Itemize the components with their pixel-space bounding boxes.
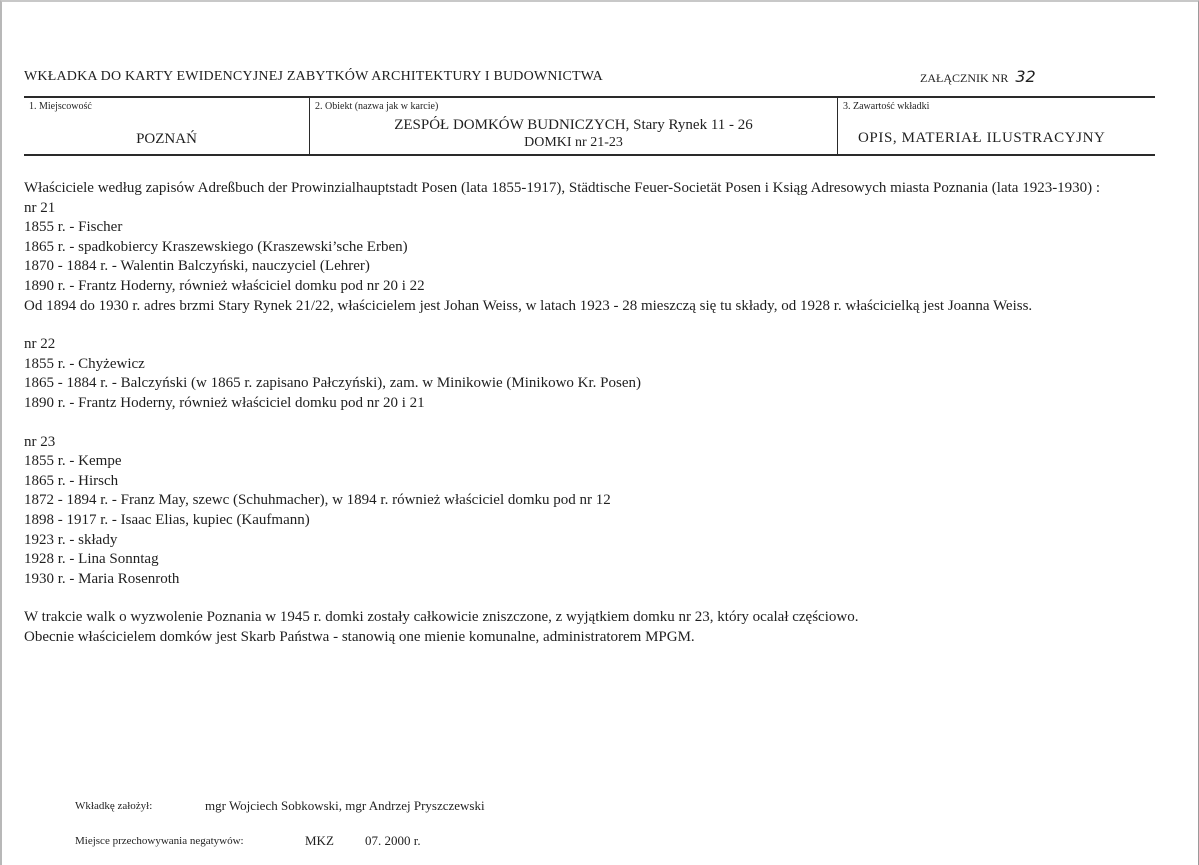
- locality-value: POZNAŃ: [136, 131, 197, 147]
- spacer: [24, 316, 1159, 335]
- owner-line: 1928 r. - Lina Sonntag: [24, 551, 159, 568]
- locality-label: 1. Miejscowość: [29, 101, 92, 112]
- attachment-number: [920, 67, 1036, 86]
- closing-line: Obecnie właścicielem domków jest Skarb Państwa - stanowią one mienie komunalne, administratorem MPGM.: [24, 628, 695, 645]
- object-label: 2. Obiekt (nazwa jak w karcie): [315, 101, 439, 112]
- contents-value: OPIS, MATERIAŁ ILUSTRACYJNY: [858, 130, 1106, 146]
- owner-line: 1865 r. - Hirsch: [24, 472, 119, 489]
- spacer: [24, 414, 1159, 433]
- founded-by: [75, 798, 485, 813]
- house-23-heading: nr 23: [24, 433, 56, 450]
- negative-storage: [75, 833, 421, 848]
- house-21-heading: nr 21: [24, 199, 56, 216]
- founded-label: Wkładkę założył:: [75, 800, 153, 812]
- house-22-heading: nr 22: [24, 336, 56, 353]
- header-fields: [24, 96, 1155, 156]
- owner-line: 1890 r. - Frantz Hoderny, również właściciel domku pod nr 20 i 21: [24, 394, 425, 411]
- founded-value: mgr Wojciech Sobkowski, mgr Andrzej Pryszczewski: [205, 798, 485, 813]
- closing-line: W trakcie walk o wyzwolenie Poznania w 1945 r. domki zostały całkowicie zniszczone, z wyjątkiem domku nr 23, który ocalał częściowo.: [24, 609, 859, 626]
- storage-value: MKZ: [305, 833, 334, 848]
- owner-line: 1855 r. - Chyżewicz: [24, 355, 145, 372]
- owner-line: 1855 r. - Kempe: [24, 453, 122, 470]
- attachment-label: ZAŁĄCZNIK NR: [920, 71, 1009, 85]
- owner-line: 1855 r. - Fischer: [24, 219, 123, 236]
- storage-label: Miejsce przechowywania negatywów:: [75, 835, 244, 847]
- owner-line: 1923 r. - składy: [24, 531, 118, 548]
- house-21-note: Od 1894 do 1930 r. adres brzmi Stary Rynek 21/22, właścicielem jest Johan Weiss, w latach 1923 - 28 mieszczą się tu składy, od 1928 r. właścicielką jest Joanna Weiss.: [24, 297, 1033, 314]
- owner-line: 1898 - 1917 r. - Isaac Elias, kupiec (Kaufmann): [24, 511, 310, 528]
- owner-line: 1872 - 1894 r. - Franz May, szewc (Schuhmacher), w 1894 r. również właściciel domku pod nr 12: [24, 492, 611, 509]
- card-title: WKŁADKA DO KARTY EWIDENCYJNEJ ZABYTKÓW ARCHITEKTURY I BUDOWNICTWA: [24, 69, 603, 84]
- attachment-number-value: 32: [1015, 67, 1036, 86]
- owner-line: 1870 - 1884 r. - Walentin Balczyński, nauczyciel (Lehrer): [24, 258, 370, 275]
- owner-line: 1865 r. - spadkobiercy Kraszewskiego (Kraszewski’sche Erben): [24, 238, 408, 255]
- contents-field: [838, 98, 1155, 154]
- owner-line: 1890 r. - Frantz Hoderny, również właściciel domku pod nr 20 i 22: [24, 277, 425, 294]
- spacer: [24, 589, 1159, 608]
- intro-paragraph: Właściciele według zapisów Adreßbuch der Prowinzialhauptstadt Posen (lata 1855-1917), Städtische Feuer-Societät Posen i Ksiąg Adresowych miasta Poznania (lata 1923-1930) :: [24, 180, 1101, 196]
- object-value-line1: ZESPÓŁ DOMKÓW BUDNICZYCH, Stary Rynek 11 - 26: [394, 117, 753, 133]
- object-field: [310, 98, 838, 154]
- contents-label: 3. Zawartość wkładki: [843, 101, 930, 112]
- owner-line: 1865 - 1884 r. - Balczyński (w 1865 r. zapisano Pałczyński), zam. w Minikowie (Minikowo Kr. Posen): [24, 375, 641, 392]
- object-value-line2: DOMKI nr 21-23: [524, 135, 623, 150]
- description-body: [24, 179, 1159, 647]
- locality-field: [24, 98, 310, 154]
- storage-date: 07. 2000 r.: [365, 833, 421, 848]
- owner-line: 1930 r. - Maria Rosenroth: [24, 570, 180, 587]
